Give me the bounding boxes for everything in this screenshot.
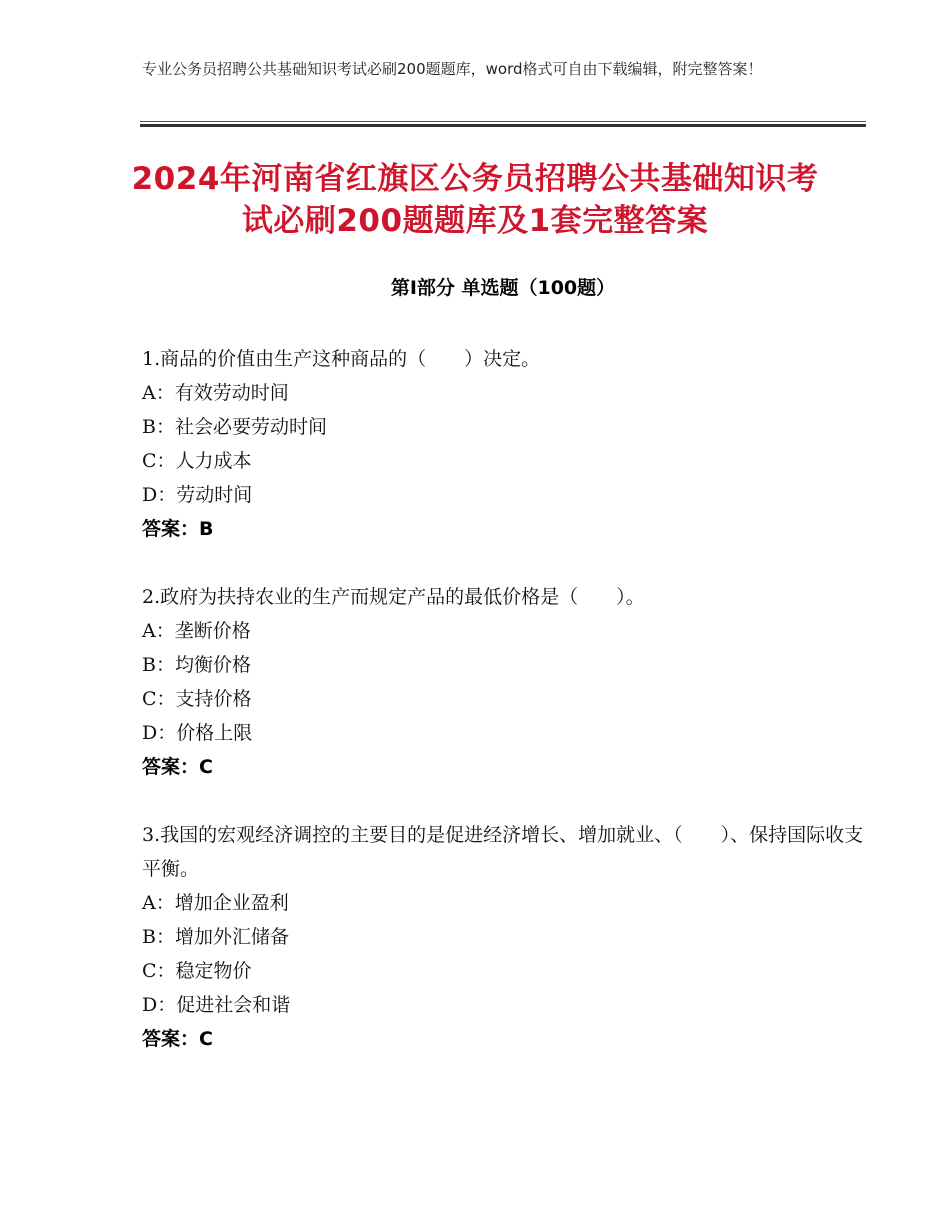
- question-1: [142, 342, 866, 546]
- header-divider-thick: [140, 124, 866, 127]
- option-d: D：价格上限: [142, 722, 253, 744]
- option-b: B：社会必要劳动时间: [142, 416, 327, 438]
- answer: 答案：C: [142, 756, 213, 778]
- option-c: C：稳定物价: [142, 960, 252, 982]
- question-3: [142, 818, 866, 1056]
- option-b: B：均衡价格: [142, 654, 251, 676]
- option-a: A：增加企业盈利: [142, 892, 289, 914]
- question-2: [142, 580, 866, 784]
- question-stem: 3.我国的宏观经济调控的主要目的是促进经济增长、增加就业、（ ）、保持国际收支平衡。: [142, 824, 864, 880]
- section-title: 第Ⅰ部分 单选题（100题）: [390, 277, 616, 299]
- question-stem: 2.政府为扶持农业的生产而规定产品的最低价格是（ ）。: [142, 586, 645, 608]
- question-list: [142, 342, 866, 1090]
- option-b: B：增加外汇储备: [142, 926, 289, 948]
- option-c: C：支持价格: [142, 688, 252, 710]
- answer: 答案：C: [142, 1028, 213, 1050]
- document-title: 2024年河南省红旗区公务员招聘公共基础知识考试必刷200题题库及1套完整答案: [131, 161, 819, 239]
- header-divider-thin: [140, 121, 866, 122]
- header-note: 专业公务员招聘公共基础知识考试必刷200题题库，word格式可自由下载编辑，附完整答案！: [142, 60, 763, 78]
- option-d: D：劳动时间: [142, 484, 253, 506]
- question-stem: 1.商品的价值由生产这种商品的（ ）决定。: [142, 348, 541, 370]
- answer: 答案：B: [142, 518, 214, 540]
- option-d: D：促进社会和谐: [142, 994, 291, 1016]
- option-a: A：垄断价格: [142, 620, 251, 642]
- option-c: C：人力成本: [142, 450, 252, 472]
- option-a: A：有效劳动时间: [142, 382, 289, 404]
